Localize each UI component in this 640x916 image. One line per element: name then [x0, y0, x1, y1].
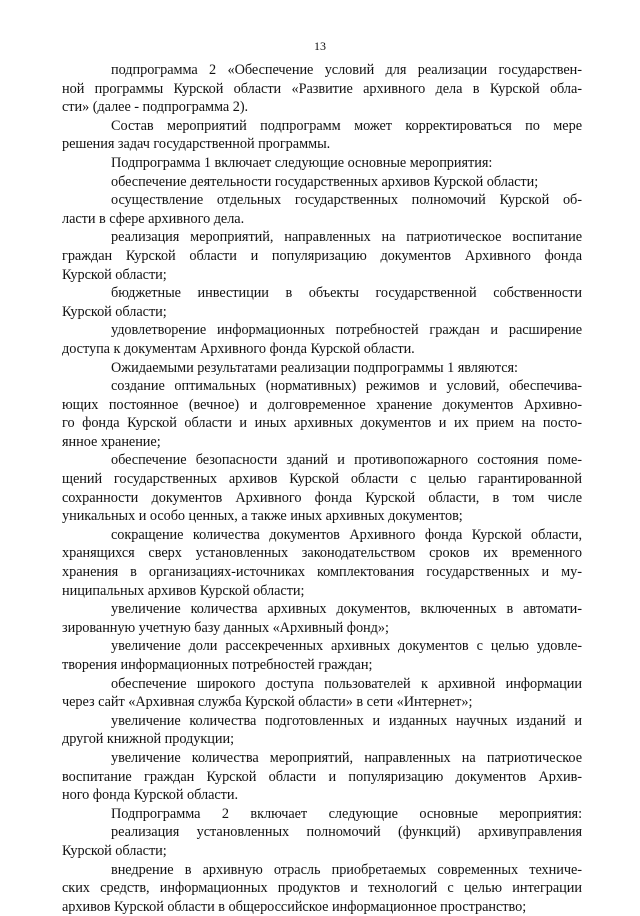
- text-line: Подпрограмма 2 включает следующие основные мероприятия:: [111, 805, 582, 822]
- text-line: бюджетные инвестиции в объекты государственной собственности: [111, 285, 582, 302]
- text-line: ласти в сфере архивного дела.: [62, 210, 245, 227]
- text-line: увеличение количества подготовленных и изданных научных изданий и: [111, 712, 582, 729]
- text-line: сокращение количества документов Архивного фонда Курской области,: [111, 526, 582, 543]
- text-line: архивов Курской области в общероссийское информационное пространство;: [62, 898, 527, 915]
- text-line: Курской области;: [62, 303, 167, 320]
- text-line: хранения в организациях-источниках комплектования государственных и му-: [62, 564, 582, 581]
- text-line: ющих постоянное (вечное) и долговременное хранение документов Архивно-: [62, 396, 582, 413]
- text-line: щений государственных архивов Курской области с целью гарантированной: [62, 471, 582, 488]
- text-line: через сайт «Архивная служба Курской области» в сети «Интернет»;: [62, 694, 473, 711]
- text-line: Ожидаемыми результатами реализации подпрограммы 1 являются:: [111, 359, 518, 376]
- body-text: [62, 61, 582, 916]
- text-line: обеспечение безопасности зданий и противопожарного состояния поме-: [111, 452, 582, 469]
- text-line: творения информационных потребностей граждан;: [62, 657, 373, 673]
- text-line: увеличение доли рассекреченных архивных документов с целью удовле-: [111, 638, 582, 655]
- text-line: обеспечение широкого доступа пользователей к архивной информации: [111, 675, 582, 692]
- text-line: Курской области;: [62, 266, 167, 283]
- text-line: ной программы Курской области «Развитие архивного дела в Курской обла-: [62, 80, 582, 97]
- text-line: ских средств, информационных продуктов и технологий с целью интеграции: [62, 880, 582, 897]
- text-line: увеличение количества мероприятий, направленных на патриотическое: [111, 749, 582, 766]
- text-line: уникальных и особо ценных, а также иных архивных документов;: [62, 508, 463, 525]
- text-line: реализация установленных полномочий (функций) архивуправления: [111, 824, 582, 841]
- text-line: решения задач государственной программы.: [62, 136, 331, 153]
- text-line: обеспечение деятельности государственных архивов Курской области;: [111, 173, 539, 190]
- text-line: другой книжной продукции;: [62, 731, 234, 748]
- text-line: Курской области;: [62, 842, 167, 859]
- text-line: реализация мероприятий, направленных на патриотическое воспитание: [111, 229, 582, 246]
- text-line: осуществление отдельных государственных полномочий Курской об-: [111, 192, 582, 209]
- text-line: сти» (далее - подпрограмма 2).: [62, 99, 249, 116]
- page-number: 13: [314, 39, 326, 53]
- text-line: граждан Курской области и популяризацию документов Архивного фонда: [62, 247, 582, 264]
- text-line: зированную учетную базу данных «Архивный фонд»;: [62, 619, 389, 636]
- text-line: подпрограмма 2 «Обеспечение условий для реализации государствен-: [111, 62, 582, 78]
- text-line: янное хранение;: [62, 433, 161, 450]
- text-line: внедрение в архивную отрасль приобретаемых современных техниче-: [111, 861, 582, 878]
- text-line: ниципальных архивов Курской области;: [62, 582, 305, 599]
- text-line: сохранности документов Архивного фонда Курской области, в том числе: [62, 489, 582, 506]
- text-line: Состав мероприятий подпрограмм может корректироваться по мере: [111, 117, 582, 134]
- text-line: воспитание граждан Курской области и популяризацию документов Архив-: [62, 768, 582, 785]
- text-line: ного фонда Курской области.: [62, 787, 238, 804]
- text-line: Подпрограмма 1 включает следующие основные мероприятия:: [111, 154, 493, 171]
- text-line: хранящихся сверх установленных законодательством сроков их временного: [62, 545, 582, 562]
- text-line: создание оптимальных (нормативных) режимов и условий, обеспечива-: [111, 378, 582, 395]
- text-line: увеличение количества архивных документов, включенных в автомати-: [111, 601, 582, 618]
- text-line: доступа к документам Архивного фонда Курской области.: [62, 340, 415, 357]
- text-line: удовлетворение информационных потребностей граждан и расширение: [111, 322, 582, 339]
- text-line: го фонда Курской области и иных архивных документов и их прием на посто-: [62, 415, 582, 432]
